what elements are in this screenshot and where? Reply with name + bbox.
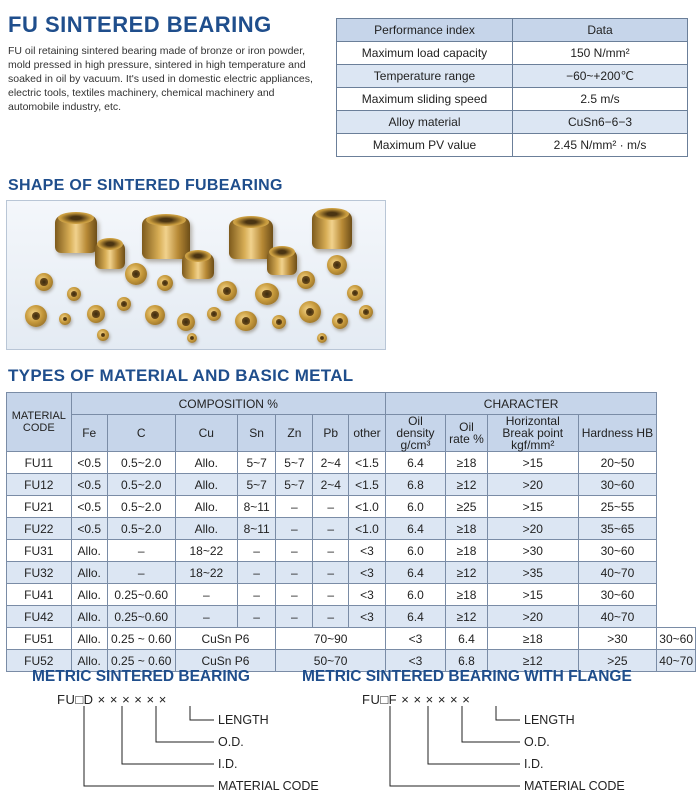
- perf-label: Maximum load capacity: [337, 42, 513, 65]
- flange-label-length: LENGTH: [524, 713, 575, 727]
- cell-fe: <0.5: [71, 496, 107, 518]
- cell-sn: 8~11: [238, 518, 276, 540]
- perf-label: Alloy material: [337, 111, 513, 134]
- th-cu: Cu: [175, 415, 237, 452]
- cell-c: 0.5~2.0: [107, 496, 175, 518]
- cell-pb: –: [313, 562, 349, 584]
- cell-c: 0.5~2.0: [107, 452, 175, 474]
- cell-fe: Allo.: [71, 606, 107, 628]
- cell-cusn: CuSn P6: [175, 650, 276, 672]
- flange-leader-line-length: [496, 706, 520, 720]
- cell-oil: ≥12: [445, 474, 487, 496]
- th-c: C: [107, 415, 175, 452]
- cell-code: FU21: [7, 496, 72, 518]
- th-character: CHARACTER: [385, 393, 656, 415]
- cell-oil: ≥18: [445, 518, 487, 540]
- th-sn: Sn: [238, 415, 276, 452]
- metric-title: METRIC SINTERED BEARING: [32, 668, 250, 685]
- cell-brk: >35: [488, 562, 579, 584]
- cell-brk: >25: [578, 650, 657, 672]
- perf-header-data: Data: [513, 19, 688, 42]
- cell-hb: 40~70: [578, 606, 657, 628]
- cell-c: 0.25~0.60: [107, 606, 175, 628]
- cell-density: 6.0: [385, 496, 445, 518]
- cell-pb: –: [313, 584, 349, 606]
- cell-pb: 2~4: [313, 474, 349, 496]
- cell-fe: Allo.: [71, 628, 107, 650]
- cell-cusn: CuSn P6: [175, 628, 276, 650]
- cell-range: 50~70: [276, 650, 386, 672]
- cell-code: FU51: [7, 628, 72, 650]
- cell-fe: Allo.: [71, 650, 107, 672]
- cell-c: 0.5~2.0: [107, 474, 175, 496]
- metric-label-length: LENGTH: [218, 713, 269, 727]
- cell-sn: 8~11: [238, 496, 276, 518]
- cell-pb: –: [313, 606, 349, 628]
- cell-code: FU11: [7, 452, 72, 474]
- cell-zn: –: [276, 518, 313, 540]
- leader-line-material: [84, 706, 214, 786]
- page-title: FU SINTERED BEARING: [8, 12, 272, 37]
- cell-brk: >15: [488, 452, 579, 474]
- cell-other: <1.0: [349, 518, 386, 540]
- cell-fe: Allo.: [71, 540, 107, 562]
- cell-cu: –: [175, 584, 237, 606]
- cell-oil: ≥18: [445, 584, 487, 606]
- th-pb: Pb: [313, 415, 349, 452]
- cell-sn: –: [238, 606, 276, 628]
- th-hardness: Hardness HB: [578, 415, 657, 452]
- metric-flange-code-string: FU□F × × × × × ×: [362, 692, 471, 707]
- leader-line-length: [190, 706, 214, 720]
- cell-other: <3: [385, 628, 445, 650]
- cell-code: FU42: [7, 606, 72, 628]
- cell-sn: –: [238, 540, 276, 562]
- cell-hb: 25~55: [578, 496, 657, 518]
- leader-line-od: [156, 706, 214, 742]
- flange-label-id: I.D.: [524, 757, 544, 771]
- cell-other: <1.5: [349, 474, 386, 496]
- th-fe: Fe: [71, 415, 107, 452]
- cell-brk: >30: [488, 540, 579, 562]
- cell-density: 6.0: [385, 540, 445, 562]
- flange-leader-line-od: [462, 706, 520, 742]
- cell-c: 0.25~0.60: [107, 584, 175, 606]
- cell-pb: 2~4: [313, 452, 349, 474]
- th-composition: COMPOSITION %: [71, 393, 385, 415]
- cell-code: FU12: [7, 474, 72, 496]
- cell-oil: ≥18: [445, 540, 487, 562]
- th-other: other: [349, 415, 386, 452]
- cell-zn: 5~7: [276, 452, 313, 474]
- cell-pb: –: [313, 540, 349, 562]
- cell-density: 6.4: [385, 606, 445, 628]
- cell-hb: 30~60: [578, 474, 657, 496]
- cell-fe: <0.5: [71, 452, 107, 474]
- cell-other: <1.0: [349, 496, 386, 518]
- cell-cu: Allo.: [175, 518, 237, 540]
- th-oil-rate: Oil rate %: [445, 415, 487, 452]
- cell-range: 70~90: [276, 628, 386, 650]
- cell-cu: 18~22: [175, 562, 237, 584]
- cell-zn: –: [276, 496, 313, 518]
- cell-oil: ≥12: [445, 606, 487, 628]
- cell-fe: <0.5: [71, 518, 107, 540]
- cell-brk: >15: [488, 496, 579, 518]
- cell-code: FU31: [7, 540, 72, 562]
- cell-hb: 35~65: [578, 518, 657, 540]
- cell-zn: –: [276, 562, 313, 584]
- metric-flange-title: METRIC SINTERED BEARING WITH FLANGE: [302, 668, 632, 685]
- cell-sn: –: [238, 562, 276, 584]
- leader-line-id: [122, 706, 214, 764]
- cell-density: 6.4: [445, 628, 487, 650]
- perf-label: Temperature range: [337, 65, 513, 88]
- cell-other: <1.5: [349, 452, 386, 474]
- cell-oil: ≥12: [445, 562, 487, 584]
- cell-cu: Allo.: [175, 452, 237, 474]
- flange-leader-line-material: [390, 706, 520, 786]
- cell-density: 6.4: [385, 452, 445, 474]
- cell-sn: 5~7: [238, 474, 276, 496]
- perf-label: Maximum sliding speed: [337, 88, 513, 111]
- metric-label-id: I.D.: [218, 757, 238, 771]
- metric-label-material: MATERIAL CODE: [218, 779, 319, 793]
- th-break-point: Horizontal Break point kgf/mm²: [488, 415, 579, 452]
- shape-section-title: SHAPE OF SINTERED FUBEARING: [8, 177, 283, 194]
- cell-sn: 5~7: [238, 452, 276, 474]
- metric-code-string: FU□D × × × × × ×: [57, 692, 167, 707]
- intro-paragraph: FU oil retaining sintered bearing made of bronze or iron powder, mold pressed in high pressure, sintered in high temperature and soaked in oil by vacuum. It's used in domestic electric appliances, electric tools, textiles machinery, chemical machinery and automobile industry, etc.: [8, 45, 313, 113]
- cell-cu: Allo.: [175, 496, 237, 518]
- perf-header-index: Performance index: [337, 19, 513, 42]
- th-zn: Zn: [276, 415, 313, 452]
- cell-hb: 30~60: [578, 540, 657, 562]
- cell-density: 6.0: [385, 584, 445, 606]
- cell-c: 0.5~2.0: [107, 518, 175, 540]
- cell-density: 6.8: [385, 474, 445, 496]
- cell-brk: >20: [488, 474, 579, 496]
- cell-c: –: [107, 562, 175, 584]
- cell-brk: >20: [488, 518, 579, 540]
- cell-fe: <0.5: [71, 474, 107, 496]
- cell-hb: 40~70: [657, 650, 696, 672]
- cell-fe: Allo.: [71, 584, 107, 606]
- cell-cu: Allo.: [175, 474, 237, 496]
- cell-c: –: [107, 540, 175, 562]
- cell-hb: 30~60: [578, 584, 657, 606]
- flange-label-od: O.D.: [524, 735, 550, 749]
- flange-label-material: MATERIAL CODE: [524, 779, 625, 793]
- cell-hb: 20~50: [578, 452, 657, 474]
- perf-value: 150 N/mm²: [513, 42, 688, 65]
- cell-cu: 18~22: [175, 540, 237, 562]
- cell-other: <3: [349, 606, 386, 628]
- cell-code: FU22: [7, 518, 72, 540]
- th-material-code: MATERIAL CODE: [7, 393, 72, 452]
- cell-c: 0.25 ~ 0.60: [107, 628, 175, 650]
- cell-code: FU52: [7, 650, 72, 672]
- cell-fe: Allo.: [71, 562, 107, 584]
- cell-code: FU41: [7, 584, 72, 606]
- materials-section-title: TYPES OF MATERIAL AND BASIC METAL: [8, 366, 354, 385]
- cell-zn: –: [276, 584, 313, 606]
- cell-pb: –: [313, 518, 349, 540]
- cell-other: <3: [385, 650, 445, 672]
- perf-value: −60~+200℃: [513, 65, 688, 88]
- cell-other: <3: [349, 562, 386, 584]
- cell-oil: ≥18: [488, 628, 579, 650]
- metric-label-od: O.D.: [218, 735, 244, 749]
- cell-other: <3: [349, 540, 386, 562]
- cell-oil: ≥25: [445, 496, 487, 518]
- cell-cu: –: [175, 606, 237, 628]
- cell-brk: >30: [578, 628, 657, 650]
- cell-zn: –: [276, 540, 313, 562]
- cell-sn: –: [238, 584, 276, 606]
- cell-oil: ≥18: [445, 452, 487, 474]
- cell-density: 6.4: [385, 562, 445, 584]
- th-oil-density: Oil density g/cm³: [385, 415, 445, 452]
- perf-label: Maximum PV value: [337, 134, 513, 157]
- cell-hb: 40~70: [578, 562, 657, 584]
- cell-code: FU32: [7, 562, 72, 584]
- cell-oil: ≥12: [488, 650, 579, 672]
- cell-brk: >20: [488, 606, 579, 628]
- cell-density: 6.4: [385, 518, 445, 540]
- cell-pb: –: [313, 496, 349, 518]
- perf-value: CuSn6−6−3: [513, 111, 688, 134]
- cell-brk: >15: [488, 584, 579, 606]
- cell-zn: –: [276, 606, 313, 628]
- cell-density: 6.8: [445, 650, 487, 672]
- flange-leader-line-id: [428, 706, 520, 764]
- cell-other: <3: [349, 584, 386, 606]
- perf-value: 2.45 N/mm² · m/s: [513, 134, 688, 157]
- cell-zn: 5~7: [276, 474, 313, 496]
- cell-hb: 30~60: [657, 628, 696, 650]
- cell-c: 0.25 ~ 0.60: [107, 650, 175, 672]
- perf-value: 2.5 m/s: [513, 88, 688, 111]
